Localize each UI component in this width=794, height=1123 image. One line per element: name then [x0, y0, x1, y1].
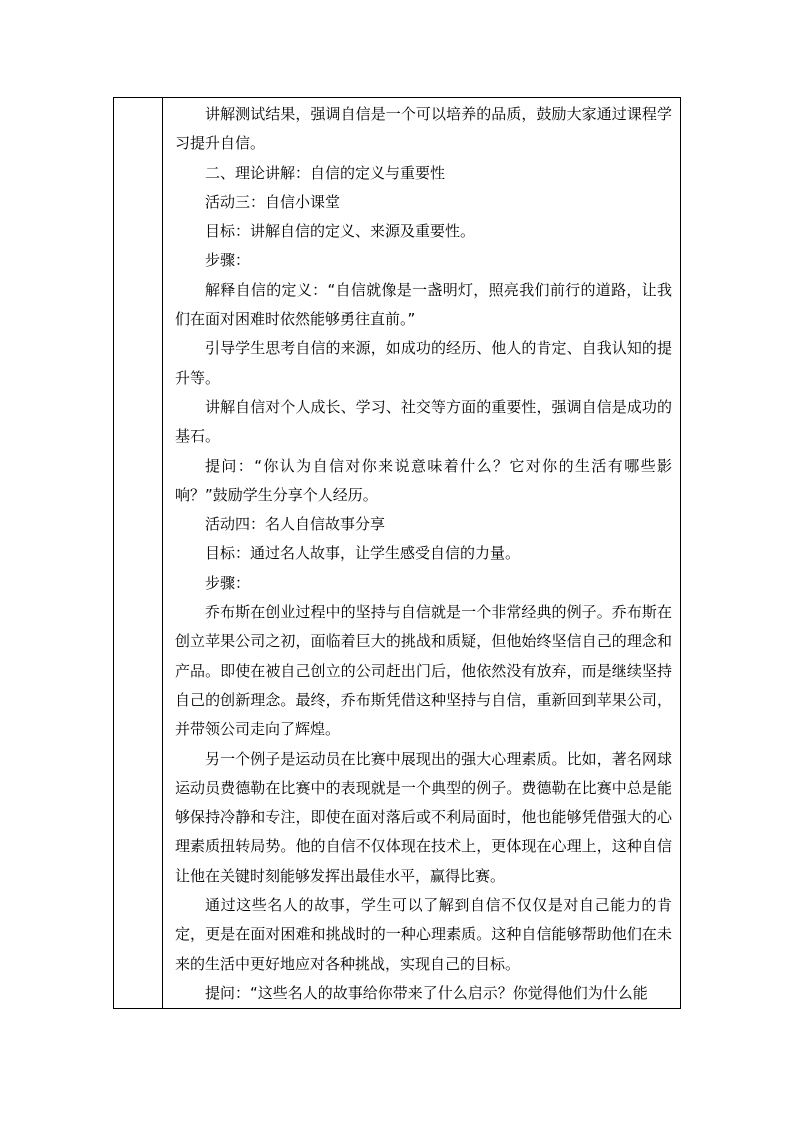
paragraph-jobs-story: 乔布斯在创业过程中的坚持与自信就是一个非常经典的例子。乔布斯在创立苹果公司之初，面临着巨大的挑战和质疑，但他始终坚信自己的理念和产品。即使在被自己创立的公司赶出门后，他依然没有放弃，而是继续坚持自己的创新理念。最终，乔布斯凭借这种坚持与自信，重新回到苹果公司，并带领公司走向了辉煌。: [175, 603, 672, 739]
paragraph-summary: 通过这些名人的故事，学生可以了解到自信不仅仅是对自己能力的肯定，更是在面对困难和挑战时的一种心理素质。这种自信能够帮助他们在未来的生活中更好地应对各种挑战，实现自己的目标。: [175, 896, 672, 973]
activity-three-goal: 目标：讲解自信的定义、来源及重要性。: [205, 222, 476, 241]
content-cell: [163, 98, 681, 1009]
activity-four-title: 活动四：名人自信故事分享: [205, 515, 386, 534]
paragraph-question-one: 提问：“你认为自信对你来说意味着什么？它对你的生活有哪些影响？”鼓励学生分享个人经历。: [175, 456, 672, 504]
activity-three-steps-label: 步骤：: [205, 251, 251, 270]
paragraph-federer-story: 另一个例子是运动员在比赛中展现出的强大心理素质。比如，著名网球运动员费德勒在比赛中的表现就是一个典型的例子。费德勒在比赛中总是能够保持冷静和专注，即使在面对落后或不利局面时，他也能够凭借强大的心理素质扭转局势。他的自信不仅体现在技术上，更体现在心理上，这种自信让他在关键时刻能够发挥出最佳水平，赢得比赛。: [175, 749, 672, 885]
activity-four-goal: 目标：通过名人故事，让学生感受自信的力量。: [205, 544, 521, 563]
paragraph-importance: 讲解自信对个人成长、学习、社交等方面的重要性，强调自信是成功的基石。: [175, 397, 672, 446]
lesson-plan-table: [113, 97, 681, 1009]
section-heading-theory: 二、理论讲解：自信的定义与重要性: [205, 163, 446, 182]
paragraph-question-two: 提问：“这些名人的故事给你带来了什么启示？你觉得他们为什么能: [205, 983, 648, 1002]
paragraph-source: 引导学生思考自信的来源，如成功的经历、他人的肯定、自我认知的提升等。: [175, 339, 672, 387]
paragraph-test-result: 讲解测试结果，强调自信是一个可以培养的品质，鼓励大家通过课程学习提升自信。: [175, 105, 672, 153]
activity-three-title: 活动三：自信小课堂: [205, 192, 341, 211]
table-row: [114, 98, 681, 1009]
paragraph-definition: 解释自信的定义：“自信就像是一盏明灯，照亮我们前行的道路，让我们在面对困难时依然能够勇往直前。”: [175, 280, 672, 329]
left-empty-cell: [114, 98, 163, 1009]
activity-four-steps-label: 步骤：: [205, 573, 251, 592]
content-body: [175, 98, 672, 1008]
